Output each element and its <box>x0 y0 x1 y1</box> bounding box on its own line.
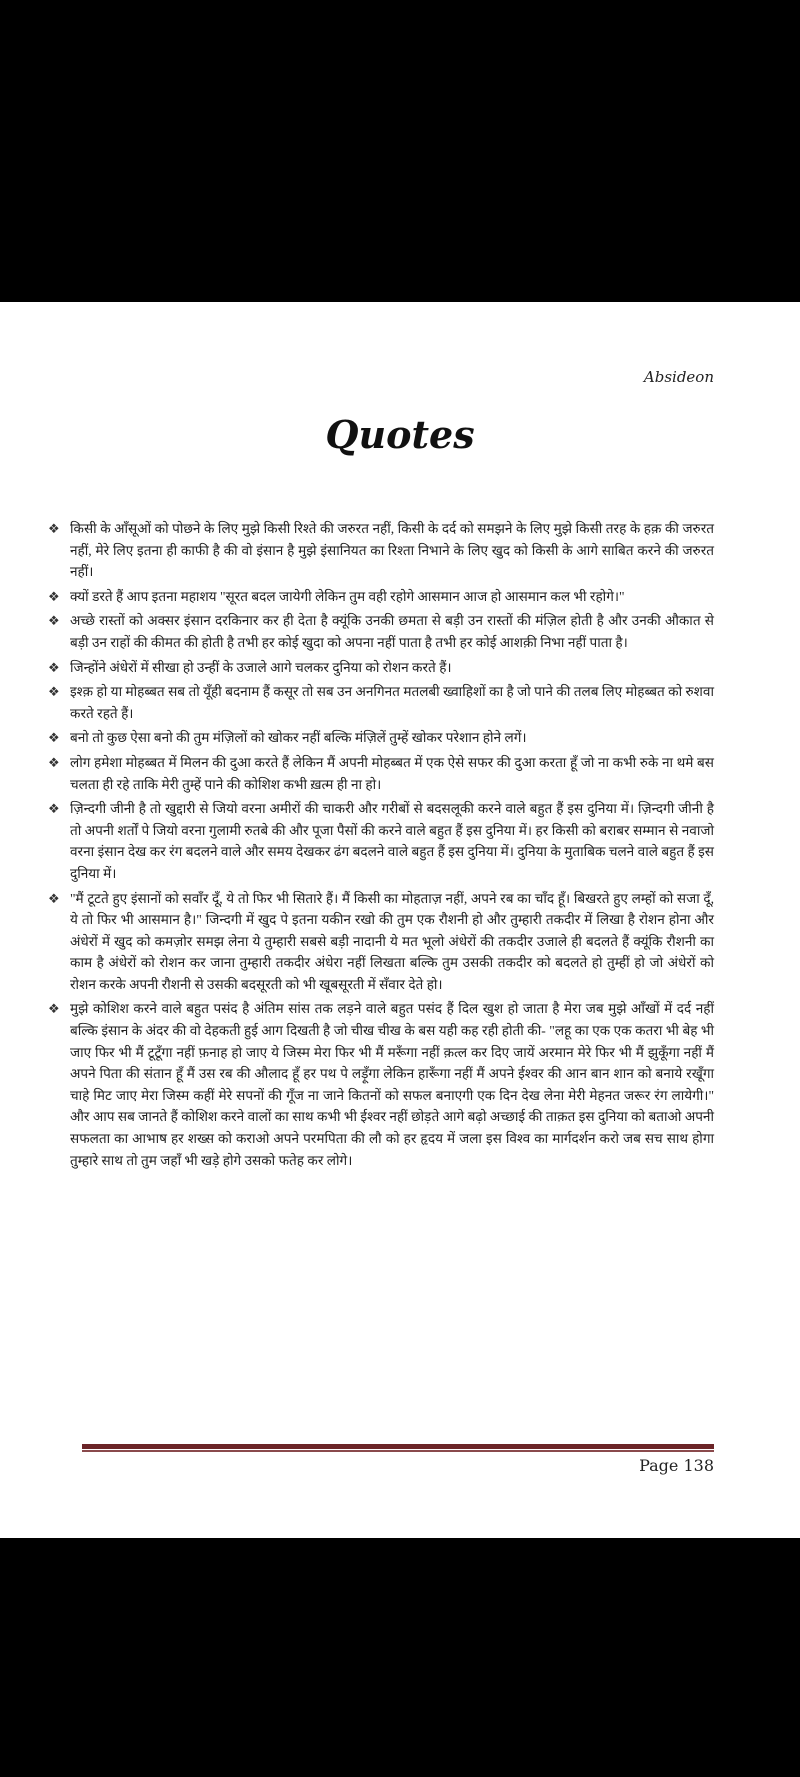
document-page <box>0 302 800 1538</box>
quote-item <box>48 586 714 608</box>
diamond-bullet-icon: ❖ <box>48 521 60 536</box>
header-author: Absideon <box>643 368 714 386</box>
page-number: Page 138 <box>639 1456 714 1475</box>
quote-text: लोग हमेशा मोहब्बत में मिलन की दुआ करते हैं लेकिन मैं अपनी मोहब्बत में एक ऐसे सफर की दुआ करता हूँ जो ना कभी रुके ना थमे बस चलता ही रहे ताकि मेरी तुम्हें पाने की कोशिश कभी ख़त्म ही ना हो। <box>70 754 714 792</box>
diamond-bullet-icon: ❖ <box>48 754 60 770</box>
quote-item <box>48 752 714 795</box>
page-title: Quotes <box>325 412 475 457</box>
quote-text: अच्छे रास्तों को अक्सर इंसान दरकिनार कर ही देता है क्यूंकि उनकी छमता से बड़ी उन रास्तों की मंज़िल होती है और उनकी औकात से बड़ी उन राहों की कीमत की होती है तभी हर कोई खुदा को अपना नहीं पाता है तभी हर कोई आशक़ी निभा नहीं पाता है। <box>70 613 714 650</box>
quote-text: बनो तो कुछ ऐसा बनो की तुम मंज़िलों को खोकर नहीं बल्कि मंज़िलें तुम्हें खोकर परेशान होने लगें। <box>70 730 527 746</box>
quote-text: इश्क़ हो या मोहब्बत सब तो यूँही बदनाम हैं कसूर तो सब उन अनगिनत मतलबी ख्वाहिशों का है जो पाने की तलब लिए मोहब्बत को रुशवा करते रहते हैं। <box>70 684 714 721</box>
diamond-bullet-icon: ❖ <box>48 1001 60 1017</box>
diamond-bullet-icon: ❖ <box>48 613 60 629</box>
diamond-bullet-icon: ❖ <box>48 659 60 675</box>
quote-item <box>48 681 714 724</box>
quote-item <box>48 610 714 653</box>
diamond-bullet-icon: ❖ <box>48 684 60 700</box>
quote-item <box>48 888 714 996</box>
diamond-bullet-icon: ❖ <box>48 730 60 746</box>
quote-text: किसी के आँसूओं को पोछने के लिए मुझे किसी रिश्ते की जरुरत नहीं, किसी के दर्द को समझने के लिए मुझे किसी तरह के हक़ की जरुरत नहीं, मेरे लिए इतना ही काफी है की वो इंसान है मुझे इंसानियत का रिश्ता निभाने के लिए खुद को किसी के आगे साबित करने की जरुरत नहीं। <box>70 521 714 580</box>
quote-text: क्यों डरते हैं आप इतना महाशय "सूरत बदल जायेगी लेकिन तुम वही रहोगे आसमान आज हो आसमान कल भी रहोगे।" <box>70 588 625 604</box>
diamond-bullet-icon: ❖ <box>48 588 60 604</box>
quote-text: जिन्होंने अंधेरों में सीखा हो उन्हीं के उजाले आगे चलकर दुनिया को रोशन करते हैं। <box>70 659 452 675</box>
quote-text: ज़िन्दगी जीनी है तो खुद्दारी से जियो वरना अमीरों की चाकरी और गरीबों से बदसलूकी करने वाले बहुत हैं इस दुनिया में। ज़िन्दगी जीनी है तो अपनी शर्तों पे जियो वरना गुलामी रुतबे की और पूजा पैसों की करने वाले बहुत हैं इस दुनिया में। हर किसी को बराबर सम्मान से नवाजो वरना इंसान देख कर रंग बदलने वाले और समय देखकर ढंग बदलने वाले बहुत हैं इस दुनिया में। दुनिया के मुताबिक चलने वाले बहुत हैं इस दुनिया में। <box>70 801 714 881</box>
quote-item <box>48 518 714 583</box>
footer-divider <box>82 1444 714 1450</box>
quote-item <box>48 657 714 679</box>
quote-item <box>48 998 714 1171</box>
diamond-bullet-icon: ❖ <box>48 801 60 817</box>
quotes-list <box>48 518 714 1174</box>
diamond-bullet-icon: ❖ <box>48 890 60 906</box>
quote-item <box>48 727 714 749</box>
quote-text: "मैं टूटते हुए इंसानों को सवाँर दूँ, ये तो फिर भी सितारे हैं। मैं किसी का मोहताज़ नहीं, अपने रब का चाँद हूँ। बिखरते हुए लम्हों को सजा दूँ, ये तो फिर भी आसमान है।" जिन्दगी में खुद पे इतना यकीन रखो की तुम एक रौशनी हो और तुम्हारी तकदीर में लिखा है रोशन होना और अंधेरों में खुद को कमज़ोर समझ लेना ये तुम्हारी सबसे बड़ी नादानी ये मत भूलो अंधेरों की तकदीर उजाले ही बदलते हैं क्यूंकि रौशनी का काम है अंधेरों को रोशन कर जाना तुम्हारी तकदीर अंधेरा नहीं लिखता बल्कि तुम उसकी तकदीर को बदलते हो तुम्हीं हो जो अंधेरों को रोशन करके अपनी रौशनी से उसकी बदसूरती को भी खूबसूरती में सँवार देते हो। <box>70 890 714 992</box>
quote-item <box>48 798 714 884</box>
quote-text: मुझे कोशिश करने वाले बहुत पसंद है अंतिम सांस तक लड़ने वाले बहुत पसंद हैं दिल खुश हो जाता है मेरा जब मुझे आँखों में दर्द नहीं बल्कि इंसान के अंदर की वो देहकती हुई आग दिखती है जो चीख चीख के बस यही कह रही होती की- "लहू का एक एक कतरा भी बेह भी जाए फिर भी मैं टूटूँगा नहीं फ़नाह हो जाए ये जिस्म मेरा फिर भी मैं मरूँगा नहीं क़त्ल कर दिए जायें अरमान मेरे फिर भी मैं झुकूँगा नहीं मैं अपने पिता की संतान हूँ मैं उस रब की औलाद हूँ हर पथ पे लड़ूँगा लेकिन हारूँगा नहीं मैं अपने ईश्वर की आन बान शान को बनाये रखूँगा चाहे मिट जाए मेरा जिस्म कहीं मेरे सपनों की गूँज ना जाने कितनों को सफल बनाएगी एक दिन देख लेना मेरी मेहनत जरूर रंग लायेगी।" और आप सब जानते हैं कोशिश करने वालों का साथ कभी भी ईश्वर नहीं छोड़ते आगे बढ़ो अच्छाई की ताक़त इस दुनिया को बताओ अपनी सफलता का आभाष हर शख्स को कराओ अपने परमपिता की लौ को हर हृदय में जला इस विश्व का मार्गदर्शन करो जब सच साथ होगा तुम्हारे साथ तो तुम जहाँ भी खड़े होगे उसको फतेह कर लोगे। <box>70 1001 714 1168</box>
